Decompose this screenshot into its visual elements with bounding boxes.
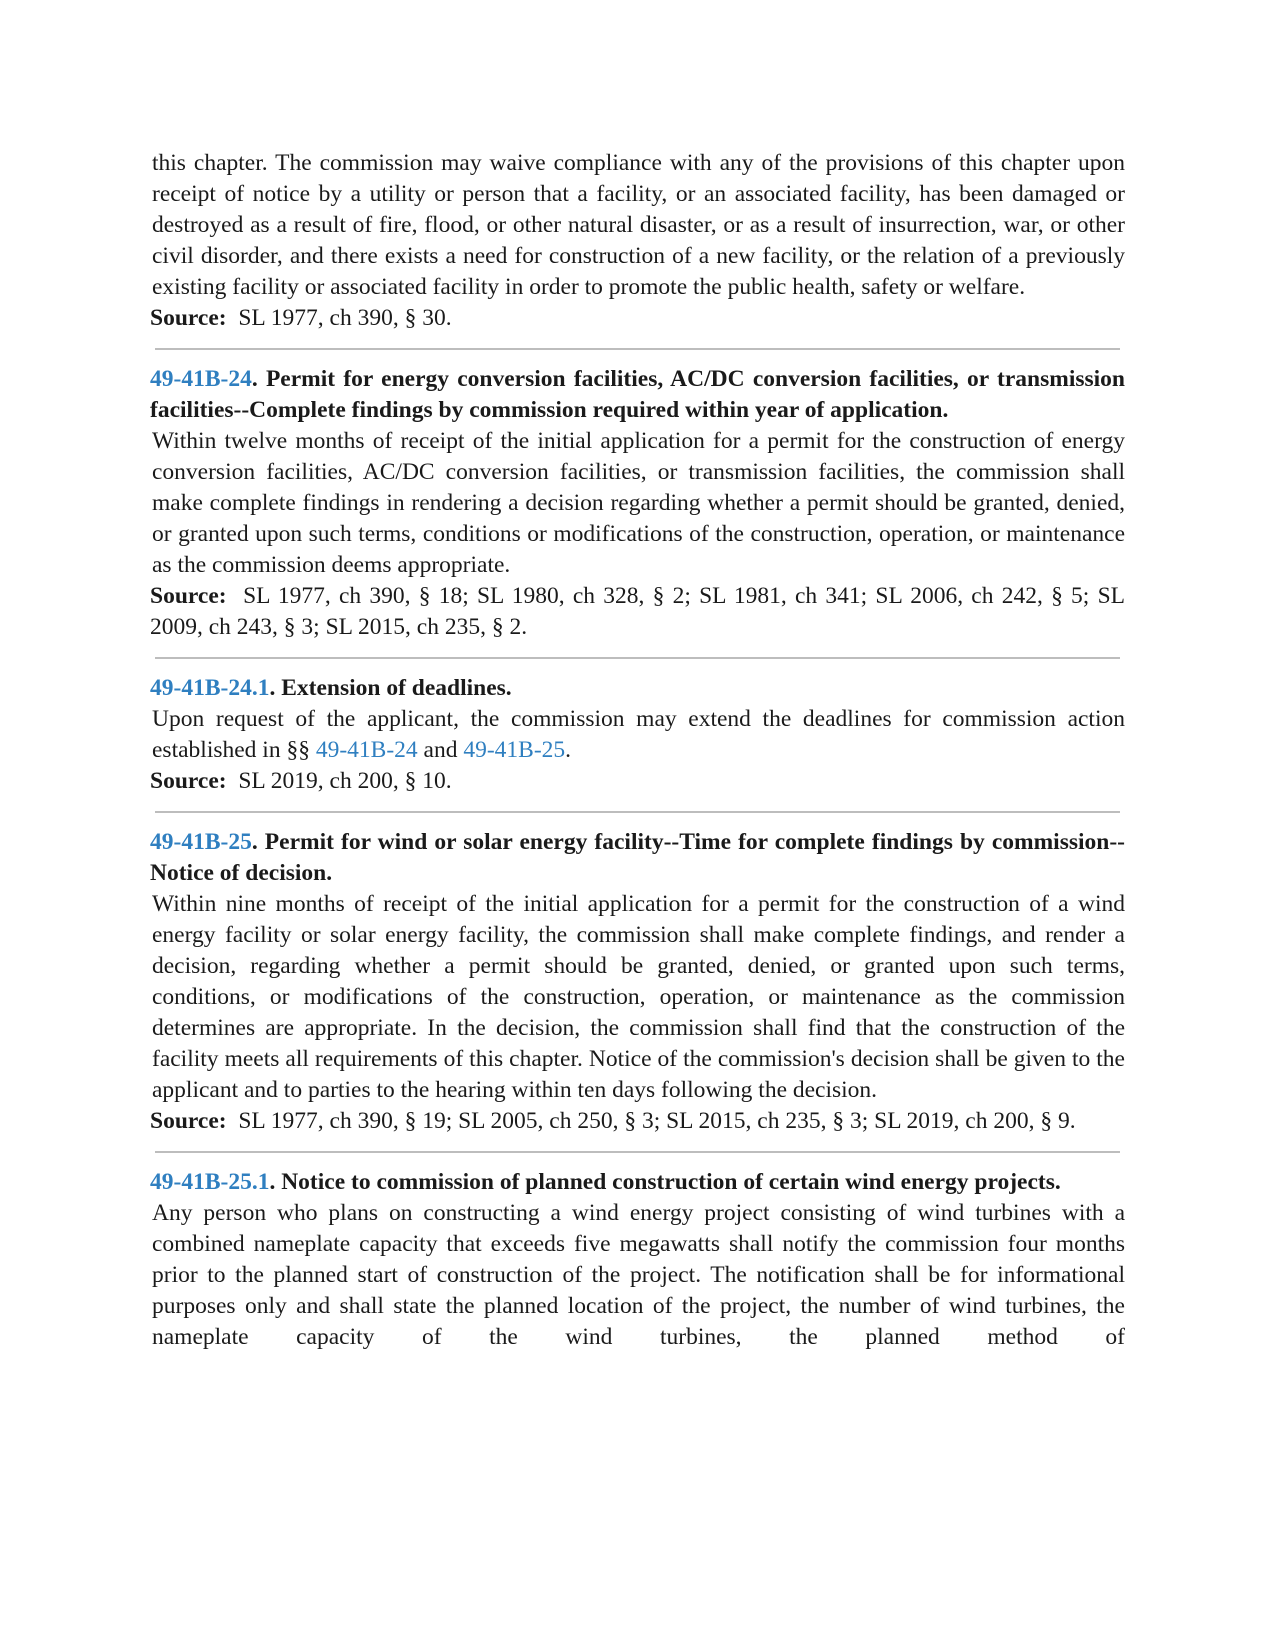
source-line [150,766,1125,797]
body-text-prefix: Upon request of the applicant, the commission may extend the deadlines for commission action established in §§ [152,706,1125,763]
section-body [150,704,1125,766]
section-title: . Permit for energy conversion facilities, AC/DC conversion facilities, or transmission facilities--Complete findings by commission required within year of application. [150,366,1125,423]
source-label: Source: [150,305,227,331]
source-label: Source: [150,583,227,609]
section-number-link[interactable]: 49-41B-24.1 [150,675,270,701]
body-text-suffix: . [565,737,572,763]
section-body: Within nine months of receipt of the initial application for a permit for the construction of a wind energy facility or solar energy facility, the commission shall make complete findings, and render a decision, regarding whether a permit should be granted, denied, or granted upon such terms, conditions, or modifications of the construction, operation, or maintenance as the commission determines are appropriate. In the decision, the commission shall find that the construction of the facility meets all requirements of this chapter. Notice of the commission's decision shall be given to the applicant and to parties to the hearing within ten days following the decision. [152,891,1125,1103]
intro-paragraph: this chapter. The commission may waive compliance with any of the provisions of this chapter upon receipt of notice by a utility or person that a facility, or an associated facility, has been damaged or destroyed as a result of fire, flood, or other natural disaster, or as a result of insurrection, war, or other civil disorder, and there exists a need for construction of a new facility, or the relation of a previously existing facility or associated facility in order to promote the public health, safety or welfare. [152,150,1125,300]
section-divider [155,657,1120,659]
section-number-link[interactable]: 49-41B-25.1 [150,1169,270,1195]
section-body: Any person who plans on constructing a wind energy project consisting of wind turbines with a combined nameplate capacity that exceeds five megawatts shall notify the commission four months prior to the planned start of construction of the project. The notification shall be for informational purposes only and shall state the planned location of the project, the number of wind turbines, the nameplate capacity of the wind turbines, the planned method of [152,1200,1125,1350]
source-label: Source: [150,768,227,794]
section-heading [150,364,1125,426]
section-title: . Extension of deadlines. [269,675,512,701]
section-divider [155,348,1120,350]
source-line [150,303,1125,334]
section-divider [155,1151,1120,1153]
source-label: Source: [150,1108,227,1134]
source-text: SL 1977, ch 390, § 18; SL 1980, ch 328, § 2; SL 1981, ch 341; SL 2006, ch 242, § 5; SL 2009, ch 243, § 3; SL 2015, ch 235, § 2. [150,583,1125,640]
source-text: SL 1977, ch 390, § 19; SL 2005, ch 250, § 3; SL 2015, ch 235, § 3; SL 2019, ch 200, § 9. [238,1108,1076,1134]
section-body: Within twelve months of receipt of the initial application for a permit for the construction of energy conversion facilities, AC/DC conversion facilities, or transmission facilities, the commission shall make complete findings in rendering a decision regarding whether a permit should be granted, denied, or granted upon such terms, conditions or modifications of the construction, operation, or maintenance as the commission deems appropriate. [152,428,1125,578]
source-line [150,581,1125,643]
section-heading [150,1167,1125,1198]
section-number-link[interactable]: 49-41B-25 [150,829,252,855]
cross-reference-link[interactable]: 49-41B-24 [315,737,418,763]
section-number-link[interactable]: 49-41B-24 [150,366,252,392]
cross-reference-link[interactable]: 49-41B-25 [463,737,566,763]
section-title: . Permit for wind or solar energy facility--Time for complete findings by commission--Notice of decision. [150,829,1125,886]
source-text: SL 1977, ch 390, § 30. [238,305,452,331]
document-page [150,148,1125,1353]
section-divider [155,811,1120,813]
body-text-mid: and [417,737,464,763]
section-heading [150,827,1125,889]
section-heading [150,673,1125,704]
source-line [150,1106,1125,1137]
source-text: SL 2019, ch 200, § 10. [238,768,452,794]
section-title: . Notice to commission of planned construction of certain wind energy projects. [269,1169,1061,1195]
